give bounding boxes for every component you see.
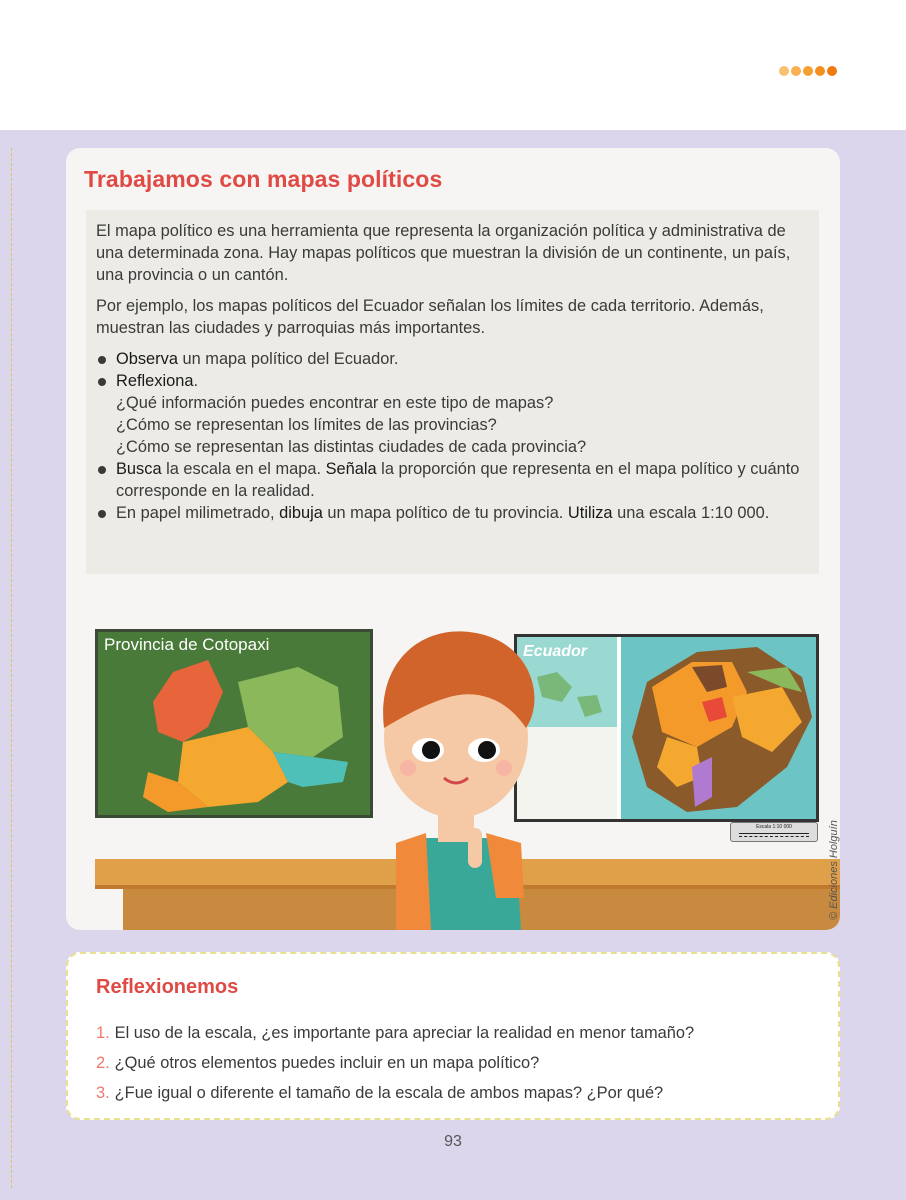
dot [803,66,813,76]
decorative-dots [779,66,837,76]
question-text: ¿Fue igual o diferente el tamaño de la escala de ambos mapas? ¿Por qué? [114,1084,664,1102]
keyword: Observa [116,350,178,368]
list-item [96,458,807,502]
item-text: un mapa político de tu provincia. [322,504,568,522]
page-number: 93 [444,1133,462,1150]
keyword: Busca [116,460,162,478]
margin-line [0,148,12,1188]
question-item [96,1078,694,1108]
sub-question: ¿Cómo se representan los límites de las provincias? [116,416,497,434]
classroom-illustration [66,618,840,930]
paragraph: El mapa político es una herramienta que representa la organización política y administrativa de una determinada zona. Hay mapas políticos que muestran la división de un continente, un país, una provincia o un cantón. [96,222,791,284]
item-text: un mapa político del Ecuador. [177,350,399,368]
dot [815,66,825,76]
question-item [96,1048,694,1078]
reflection-box [66,952,840,1120]
list-item [96,348,807,370]
credit-text: © Ediciones Holguín [828,820,840,920]
keyword: dibuja [279,504,323,522]
boy-character [356,618,556,930]
keyword: Utiliza [567,504,613,522]
scale-line [739,833,809,837]
page-header-area [0,0,906,130]
question-number: 2. [96,1054,110,1072]
country-shape [517,637,816,819]
dot [827,66,837,76]
question-item [96,1018,694,1048]
list-item [96,370,807,392]
item-text: una escala 1:10 000. [612,504,770,522]
scale-bar [730,822,818,842]
dot [791,66,801,76]
item-text: . [193,372,199,390]
reflection-title: Reflexionemos [96,976,239,998]
activity-list [96,348,807,524]
map-label: Ecuador [523,643,588,660]
keyword: Señala [325,460,377,478]
item-text: En papel milimetrado, [116,504,280,522]
ecuador-map [514,634,819,822]
question-text: ¿Qué otros elementos puedes incluir en un mapa político? [114,1054,540,1072]
dot [779,66,789,76]
province-shape [98,632,370,815]
question-text: El uso de la escala, ¿es importante para apreciar la realidad en menor tamaño? [114,1024,695,1042]
sub-question: ¿Cómo se representan las distintas ciudades de cada provincia? [116,438,587,456]
scale-label: Escala 1:10 000 [756,824,792,830]
question-list [96,1018,694,1108]
question-number: 3. [96,1084,110,1102]
paragraph: Por ejemplo, los mapas políticos del Ecuador señalan los límites de cada territorio. Además, muestran las ciudades y parroquias más importantes. [96,297,764,337]
question-number: 1. [96,1024,110,1042]
section-title: Trabajamos con mapas políticos [84,166,443,192]
list-item [96,502,807,524]
cotopaxi-map [95,629,373,818]
map-label: Provincia de Cotopaxi [104,635,270,654]
text-box [86,210,819,574]
item-text: la proporción que representa en el mapa político y cuánto corresponde en la realidad. [116,460,800,500]
sub-question: ¿Qué información puedes encontrar en este tipo de mapas? [116,394,554,412]
keyword: Reflexiona [116,372,194,390]
item-text: la escala en el mapa. [161,460,326,478]
content-card [66,148,840,930]
